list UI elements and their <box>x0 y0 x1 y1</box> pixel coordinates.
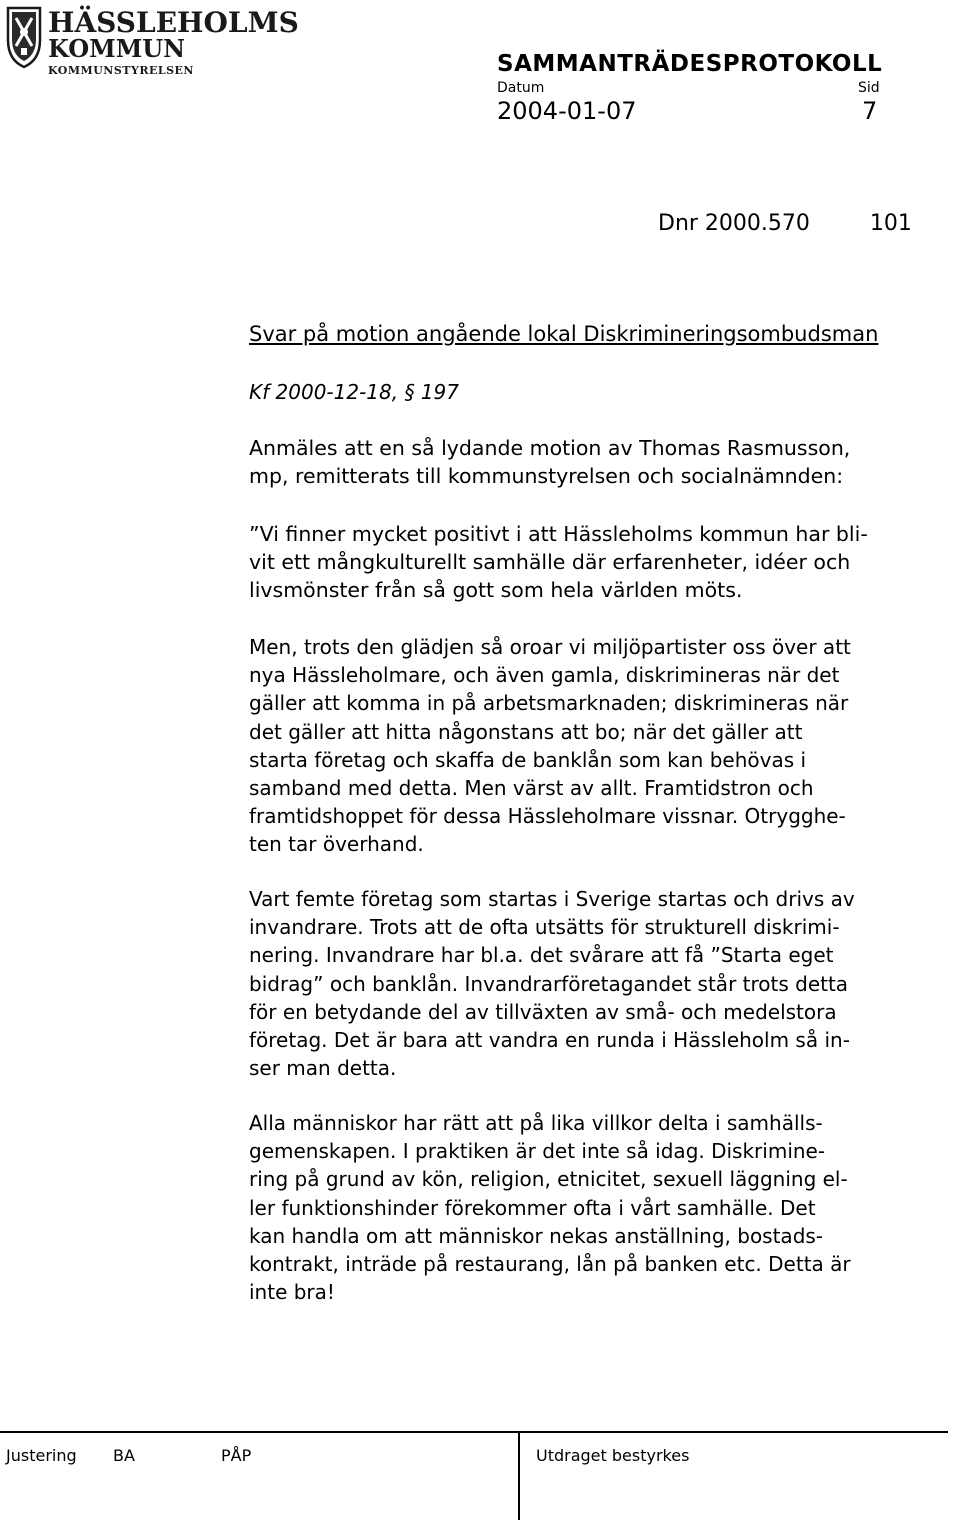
text-line: livsmönster från så gott som hela världen möts. <box>249 578 743 603</box>
paragraph-equal-rights <box>249 1109 959 1306</box>
document-type-title: SAMMANTRÄDESPROTOKOLL <box>497 51 883 77</box>
text-line: Anmäles att en så lydande motion av Thomas Rasmusson, <box>249 436 851 460</box>
text-line: ler funktionshinder förekommer ofta i vårt samhälle. Det <box>249 1195 816 1220</box>
text-line: Vart femte företag som startas i Sverige startas och drivs av <box>249 887 855 911</box>
text-line: ten tar överhand. <box>249 832 424 857</box>
org-name-line3: KOMMUNSTYRELSEN <box>48 64 194 77</box>
text-line: för en betydande del av tillväxten av små- och medelstora <box>249 999 837 1024</box>
text-line: ”Vi finner mycket positivt i att Hässleholms kommun har bli- <box>249 522 868 546</box>
justering-label: Justering <box>6 1446 77 1465</box>
org-name-line1: HÄSSLEHOLMS <box>48 6 299 39</box>
text-line: starta företag och skaffa de banklån som kan behövas i <box>249 747 807 772</box>
page-label: Sid <box>858 80 880 96</box>
paragraph-number: 101 <box>869 211 912 236</box>
text-line: samband med detta. Men värst av allt. Framtidstron och <box>249 776 814 801</box>
text-line: Men, trots den glädjen så oroar vi miljöpartister oss över att <box>249 635 851 659</box>
diary-number: Dnr 2000.570 <box>658 211 810 236</box>
text-line: mp, remitterats till kommunstyrelsen och socialnämnden: <box>249 464 844 489</box>
page-number: 7 <box>862 97 878 125</box>
date-label: Datum <box>497 80 545 96</box>
reference-line: Kf 2000-12-18, § 197 <box>249 380 459 404</box>
text-line: ser man detta. <box>249 1056 397 1081</box>
diary-number-line <box>658 211 912 236</box>
text-line: nya Hässleholmare, och även gamla, diskrimineras när det <box>249 663 840 688</box>
paragraph-announcement <box>249 434 959 490</box>
text-line: kan handla om att människor nekas anställning, bostads- <box>249 1223 824 1248</box>
paragraph-quote <box>249 520 959 605</box>
date-value: 2004-01-07 <box>497 97 637 125</box>
justering-initials-2: PÅP <box>221 1446 252 1465</box>
org-name-line2: KOMMUN <box>48 34 186 63</box>
text-line: inte bra! <box>249 1280 335 1305</box>
text-line: Alla människor har rätt att på lika villkor delta i samhälls- <box>249 1111 823 1135</box>
footer-justering-box <box>0 1431 520 1520</box>
text-line: kontrakt, inträde på restaurang, lån på banken etc. Detta är <box>249 1252 851 1277</box>
paragraph-concern <box>249 633 959 859</box>
text-line: företag. Det är bara att vandra en runda i Hässleholm så in- <box>249 1028 850 1053</box>
text-line: det gäller att hitta någonstans att bo; när det gäller att <box>249 719 803 744</box>
section-heading: Svar på motion angående lokal Diskrimineringsombudsman <box>249 322 879 346</box>
text-line: ring på grund av kön, religion, etnicitet, sexuell läggning el- <box>249 1167 848 1192</box>
text-line: nering. Invandrare har bl.a. det svårare att få ”Starta eget <box>249 943 834 968</box>
text-line: invandrare. Trots att de ofta utsätts för strukturell diskrimi- <box>249 915 840 940</box>
certification-label: Utdraget bestyrkes <box>536 1446 690 1465</box>
text-line: gemenskapen. I praktiken är det inte så idag. Diskrimine- <box>249 1139 826 1164</box>
justering-initials-1: BA <box>113 1446 135 1465</box>
text-line: gäller att komma in på arbetsmarknaden; diskrimineras när <box>249 691 849 716</box>
coat-of-arms-icon <box>2 4 46 70</box>
text-line: framtidshoppet för dessa Hässleholmare vissnar. Otrygghe- <box>249 804 846 829</box>
text-line: bidrag” och banklån. Invandrarföretagandet står trots detta <box>249 971 849 996</box>
text-line: vit ett mångkulturellt samhälle där erfarenheter, idéer och <box>249 550 851 575</box>
paragraph-entrepreneurship <box>249 885 959 1082</box>
